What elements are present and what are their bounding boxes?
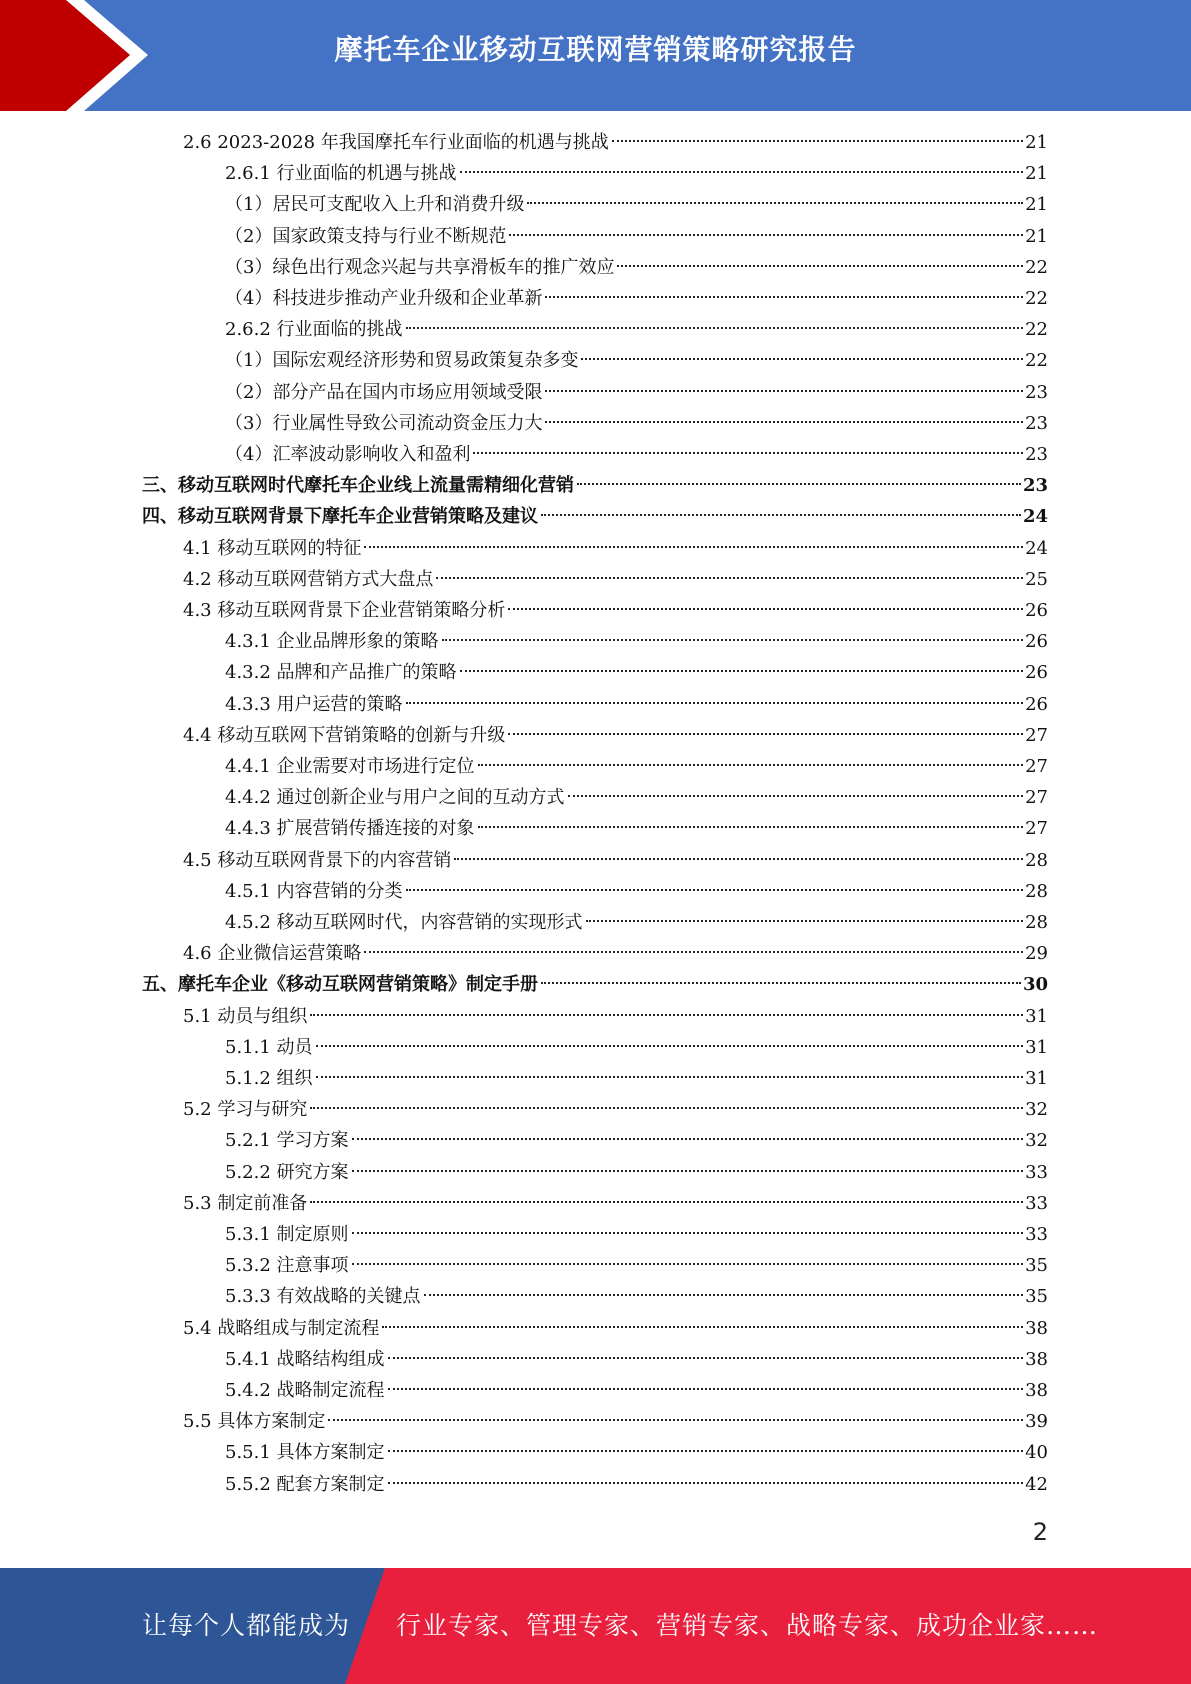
toc-entry-page: 27 (1025, 725, 1048, 746)
toc-entry[interactable] (225, 1063, 1048, 1094)
toc-entry-page: 28 (1025, 850, 1048, 871)
toc-entry-page: 28 (1025, 912, 1048, 933)
toc-entry[interactable] (225, 813, 1048, 844)
toc-entry-page: 29 (1025, 943, 1048, 964)
toc-entry-page: 35 (1025, 1255, 1048, 1276)
toc-dot-leader (617, 265, 1023, 267)
toc-dot-leader (545, 296, 1023, 298)
toc-entry[interactable] (225, 751, 1048, 782)
toc-entry-label: 4.5.1 内容营销的分类 (225, 881, 403, 902)
toc-entry[interactable] (225, 1032, 1048, 1063)
toc-entry[interactable] (183, 1188, 1048, 1219)
toc-entry[interactable] (225, 689, 1048, 720)
toc-entry[interactable] (142, 470, 1048, 501)
toc-entry[interactable] (225, 1344, 1048, 1375)
toc-entry[interactable] (183, 845, 1048, 876)
toc-entry[interactable] (225, 283, 1048, 314)
toc-entry[interactable] (225, 1250, 1048, 1281)
toc-dot-leader (364, 546, 1023, 548)
toc-entry-label: 5.2.2 研究方案 (225, 1162, 349, 1183)
toc-entry[interactable] (225, 221, 1048, 252)
toc-entry-label: 4.4.1 企业需要对市场进行定位 (225, 756, 475, 777)
toc-dot-leader (310, 1201, 1023, 1203)
toc-entry-page: 27 (1025, 787, 1048, 808)
toc-dot-leader (406, 889, 1024, 891)
toc-entry-label: 三、移动互联网时代摩托车企业线上流量需精细化营销 (142, 475, 574, 496)
toc-entry[interactable] (225, 782, 1048, 813)
toc-entry-page: 23 (1025, 382, 1048, 403)
toc-entry-page: 25 (1025, 569, 1048, 590)
toc-entry-label: （4）科技进步推动产业升级和企业革新 (225, 288, 543, 309)
toc-entry-page: 23 (1025, 413, 1048, 434)
toc-entry-label: （1）居民可支配收入上升和消费升级 (225, 194, 525, 215)
toc-entry[interactable] (225, 1375, 1048, 1406)
toc-dot-leader (460, 171, 1024, 173)
toc-entry[interactable] (225, 377, 1048, 408)
toc-entry-page: 22 (1025, 319, 1048, 340)
toc-entry[interactable] (183, 1406, 1048, 1437)
toc-dot-leader (541, 982, 1021, 984)
toc-entry[interactable] (225, 1125, 1048, 1156)
toc-entry-page: 30 (1022, 974, 1048, 995)
toc-entry-label: 4.3 移动互联网背景下企业营销策略分析 (183, 600, 506, 621)
page-footer (0, 1568, 1191, 1684)
toc-dot-leader (382, 1326, 1023, 1328)
toc-entry-page: 33 (1025, 1193, 1048, 1214)
toc-entry[interactable] (225, 626, 1048, 657)
toc-entry-page: 27 (1025, 818, 1048, 839)
toc-entry-page: 22 (1025, 350, 1048, 371)
toc-entry-label: 4.4.2 通过创新企业与用户之间的互动方式 (225, 787, 565, 808)
toc-entry-page: 33 (1025, 1162, 1048, 1183)
toc-dot-leader (352, 1232, 1024, 1234)
toc-entry-label: 5.5.1 具体方案制定 (225, 1442, 385, 1463)
toc-entry-label: 5.2.1 学习方案 (225, 1130, 349, 1151)
toc-dot-leader (541, 514, 1021, 516)
toc-entry-label: 5.5 具体方案制定 (183, 1411, 326, 1432)
toc-entry-label: 4.3.1 企业品牌形象的策略 (225, 631, 439, 652)
toc-entry-label: 4.3.2 品牌和产品推广的策略 (225, 662, 457, 683)
toc-entry-label: （4）汇率波动影响收入和盈利 (225, 444, 471, 465)
toc-entry[interactable] (225, 158, 1048, 189)
toc-entry-label: 4.3.3 用户运营的策略 (225, 694, 403, 715)
toc-dot-leader (328, 1419, 1023, 1421)
toc-dot-leader (581, 358, 1023, 360)
toc-dot-leader (612, 140, 1023, 142)
toc-dot-leader (478, 764, 1024, 766)
toc-dot-leader (310, 1107, 1023, 1109)
toc-entry[interactable] (183, 127, 1048, 158)
toc-entry-label: 5.4.2 战略制定流程 (225, 1380, 385, 1401)
toc-entry-page: 26 (1025, 631, 1048, 652)
toc-dot-leader (364, 951, 1023, 953)
toc-entry-label: 5.4 战略组成与制定流程 (183, 1318, 380, 1339)
toc-entry-label: （2）国家政策支持与行业不断规范 (225, 226, 507, 247)
toc-entry-label: （3）行业属性导致公司流动资金压力大 (225, 413, 543, 434)
toc-dot-leader (406, 702, 1024, 704)
toc-entry-label: 四、移动互联网背景下摩托车企业营销策略及建议 (142, 506, 538, 527)
toc-dot-leader (388, 1388, 1024, 1390)
toc-entry[interactable] (225, 408, 1048, 439)
toc-entry-label: 5.1 动员与组织 (183, 1006, 308, 1027)
toc-dot-leader (388, 1357, 1024, 1359)
toc-entry[interactable] (225, 1219, 1048, 1250)
toc-entry[interactable] (183, 1094, 1048, 1125)
footer-slogan-right: 行业专家、管理专家、营销专家、战略专家、成功企业家…… (396, 1611, 1099, 1640)
toc-entry-page: 21 (1025, 194, 1048, 215)
toc-entry-page: 21 (1025, 226, 1048, 247)
toc-dot-leader (577, 483, 1021, 485)
toc-dot-leader (316, 1076, 1024, 1078)
toc-dot-leader (460, 670, 1024, 672)
toc-entry-page: 24 (1022, 506, 1048, 527)
toc-dot-leader (388, 1482, 1024, 1484)
toc-entry-page: 40 (1025, 1442, 1048, 1463)
toc-entry[interactable] (225, 345, 1048, 376)
toc-dot-leader (352, 1138, 1024, 1140)
toc-dot-leader (454, 858, 1023, 860)
toc-entry-label: 4.5 移动互联网背景下的内容营销 (183, 850, 452, 871)
toc-entry-label: 5.3.2 注意事项 (225, 1255, 349, 1276)
toc-entry[interactable] (225, 252, 1048, 283)
toc-entry-label: 5.1.2 组织 (225, 1068, 313, 1089)
toc-entry[interactable] (225, 876, 1048, 907)
toc-entry-label: （3）绿色出行观念兴起与共享滑板车的推广效应 (225, 257, 615, 278)
toc-entry-label: 4.2 移动互联网营销方式大盘点 (183, 569, 434, 590)
toc-entry[interactable] (183, 1313, 1048, 1344)
toc-entry-page: 32 (1025, 1130, 1048, 1151)
toc-entry-label: 5.5.2 配套方案制定 (225, 1474, 385, 1495)
toc-entry-label: 5.3.1 制定原则 (225, 1224, 349, 1245)
document-title: 摩托车企业移动互联网营销策略研究报告 (334, 33, 857, 66)
toc-entry[interactable] (183, 1001, 1048, 1032)
toc-dot-leader (436, 577, 1023, 579)
toc-entry[interactable] (225, 1437, 1048, 1468)
toc-dot-leader (508, 733, 1023, 735)
toc-entry-label: 5.2 学习与研究 (183, 1099, 308, 1120)
toc-entry[interactable] (225, 314, 1048, 345)
toc-entry-page: 33 (1025, 1224, 1048, 1245)
toc-entry-page: 22 (1025, 257, 1048, 278)
toc-entry-label: 4.6 企业微信运营策略 (183, 943, 362, 964)
page-header (0, 0, 1191, 111)
toc-entry-page: 23 (1025, 444, 1048, 465)
toc-dot-leader (509, 234, 1023, 236)
toc-entry-page: 31 (1025, 1037, 1048, 1058)
toc-entry[interactable] (225, 1469, 1048, 1500)
toc-dot-leader (568, 795, 1024, 797)
page-number: 2 (1032, 1518, 1048, 1546)
toc-entry-label: 4.5.2 移动互联网时代，内容营销的实现形式 (225, 912, 583, 933)
toc-entry-label: 2.6 2023-2028 年我国摩托车行业面临的机遇与挑战 (183, 132, 609, 153)
toc-entry-page: 23 (1022, 475, 1048, 496)
toc-entry-page: 22 (1025, 288, 1048, 309)
toc-dot-leader (473, 452, 1023, 454)
toc-entry[interactable] (225, 657, 1048, 688)
footer-slogan-left: 让每个人都能成为 (142, 1611, 351, 1640)
toc-entry-label: （2）部分产品在国内市场应用领域受限 (225, 382, 543, 403)
toc-entry[interactable] (225, 189, 1048, 220)
toc-entry-label: 5.1.1 动员 (225, 1037, 313, 1058)
toc-entry[interactable] (183, 564, 1048, 595)
toc-entry-label: （1）国际宏观经济形势和贸易政策复杂多变 (225, 350, 579, 371)
toc-entry-page: 26 (1025, 694, 1048, 715)
toc-entry-label: 2.6.2 行业面临的挑战 (225, 319, 403, 340)
toc-entry-page: 31 (1025, 1068, 1048, 1089)
toc-entry[interactable] (225, 907, 1048, 938)
toc-entry-page: 26 (1025, 662, 1048, 683)
toc-entry-label: 4.4 移动互联网下营销策略的创新与升级 (183, 725, 506, 746)
toc-dot-leader (424, 1294, 1024, 1296)
toc-entry-page: 38 (1025, 1349, 1048, 1370)
toc-dot-leader (388, 1450, 1024, 1452)
toc-dot-leader (508, 608, 1023, 610)
toc-entry-label: 5.3 制定前准备 (183, 1193, 308, 1214)
toc-dot-leader (586, 920, 1024, 922)
toc-entry-label: 5.3.3 有效战略的关键点 (225, 1286, 421, 1307)
toc-entry-page: 42 (1025, 1474, 1048, 1495)
toc-dot-leader (527, 202, 1023, 204)
toc-entry-label: 4.1 移动互联网的特征 (183, 538, 362, 559)
toc-dot-leader (406, 327, 1024, 329)
toc-entry-page: 24 (1025, 538, 1048, 559)
toc-dot-leader (545, 390, 1023, 392)
toc-entry-page: 26 (1025, 600, 1048, 621)
toc-dot-leader (316, 1045, 1024, 1047)
toc-entry-label: 五、摩托车企业《移动互联网营销策略》制定手册 (142, 974, 538, 995)
toc-dot-leader (478, 826, 1024, 828)
toc-entry[interactable] (183, 533, 1048, 564)
toc-entry[interactable] (225, 439, 1048, 470)
toc-entry[interactable] (183, 595, 1048, 626)
toc-entry-page: 35 (1025, 1286, 1048, 1307)
toc-entry-page: 31 (1025, 1006, 1048, 1027)
toc-entry-page: 38 (1025, 1380, 1048, 1401)
toc-entry[interactable] (183, 938, 1048, 969)
toc-entry[interactable] (225, 1157, 1048, 1188)
toc-dot-leader (442, 639, 1024, 641)
toc-entry-page: 21 (1025, 132, 1048, 153)
toc-entry[interactable] (183, 720, 1048, 751)
toc-entry-label: 2.6.1 行业面临的机遇与挑战 (225, 163, 457, 184)
toc-entry[interactable] (142, 501, 1048, 532)
toc-entry-label: 5.4.1 战略结构组成 (225, 1349, 385, 1370)
toc-dot-leader (352, 1170, 1024, 1172)
toc-entry-page: 32 (1025, 1099, 1048, 1120)
toc-dot-leader (310, 1014, 1023, 1016)
toc-entry[interactable] (142, 969, 1048, 1000)
toc-entry-page: 21 (1025, 163, 1048, 184)
toc-dot-leader (545, 421, 1023, 423)
toc-entry-label: 4.4.3 扩展营销传播连接的对象 (225, 818, 475, 839)
toc-entry[interactable] (225, 1281, 1048, 1312)
toc-dot-leader (352, 1263, 1024, 1265)
toc-entry-page: 38 (1025, 1318, 1048, 1339)
toc-entry-page: 28 (1025, 881, 1048, 902)
toc-entry-page: 27 (1025, 756, 1048, 777)
toc-entry-page: 39 (1025, 1411, 1048, 1432)
